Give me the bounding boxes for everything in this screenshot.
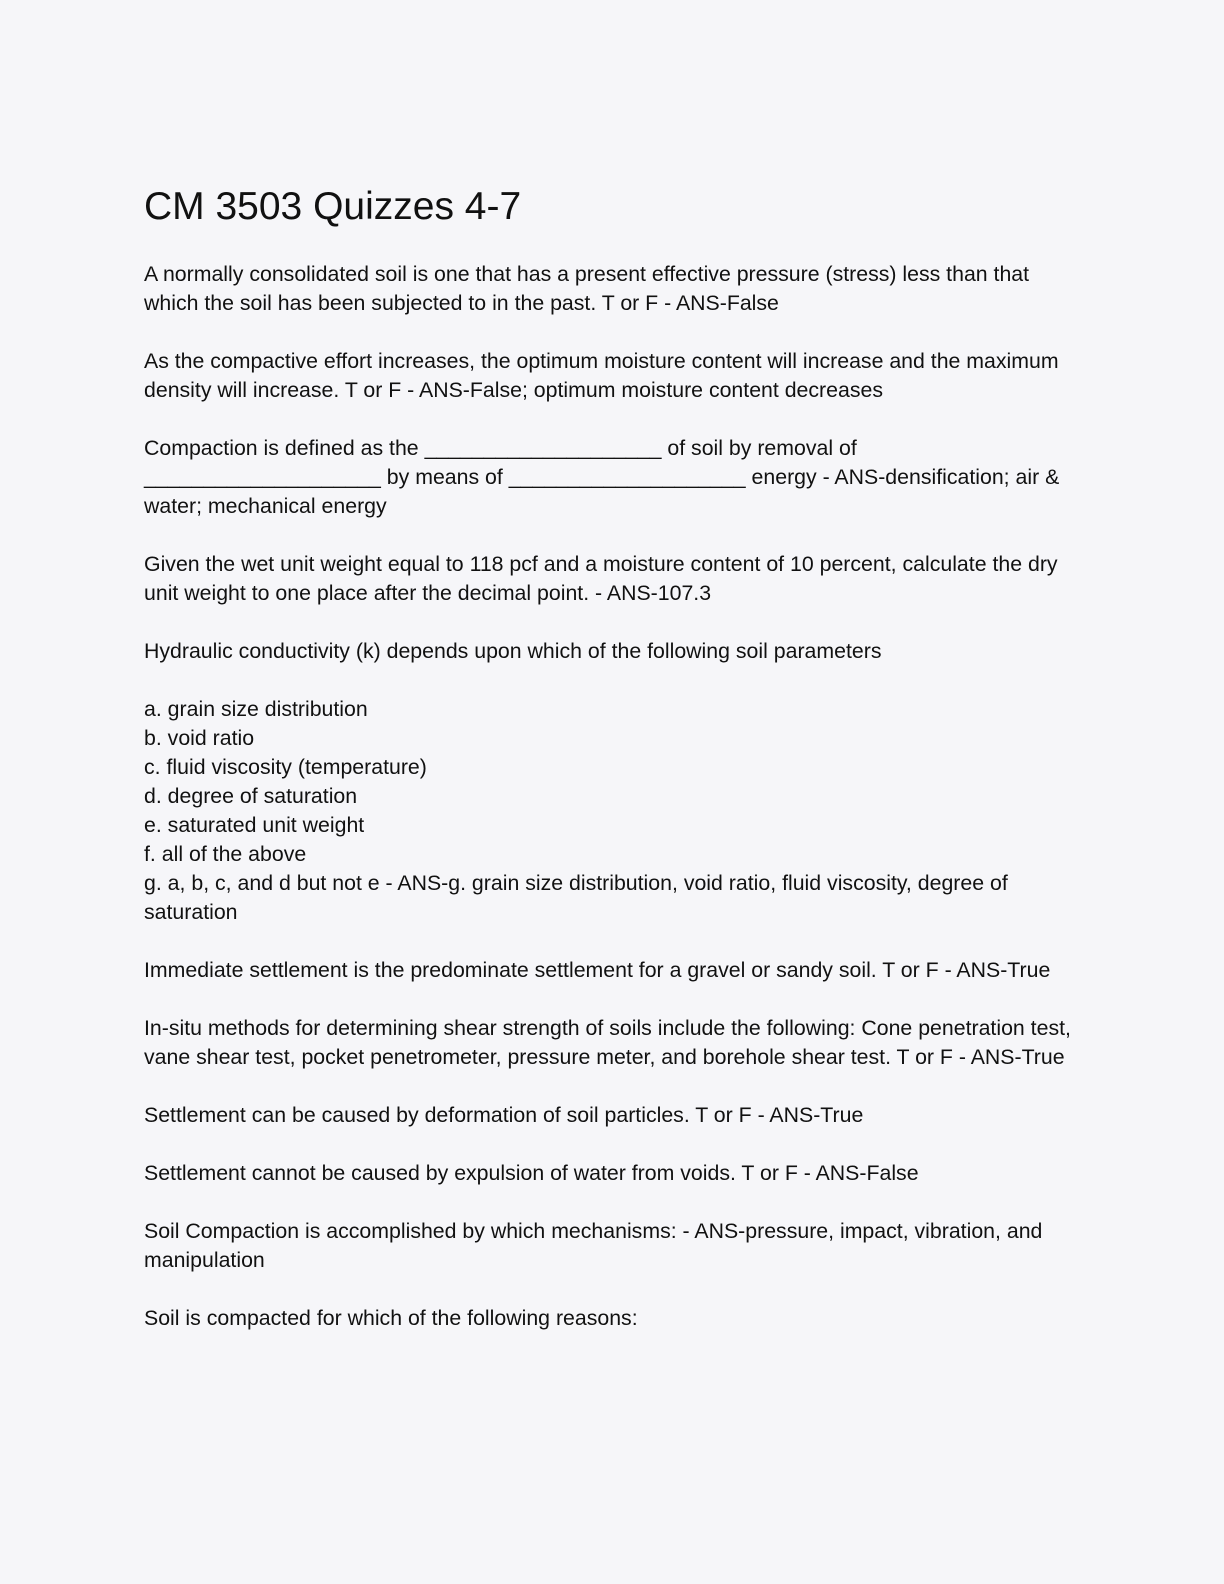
question-paragraph: Soil is compacted for which of the following reasons: [144,1306,638,1330]
question-paragraph: Given the wet unit weight equal to 118 pcf and a moisture content of 10 percent, calculate the dry unit weight to one place after the decimal point. - ANS-107.3 [144,552,1064,605]
document-body [144,260,1077,1333]
question-paragraph: Hydraulic conductivity (k) depends upon which of the following soil parameters [144,639,882,663]
option-item: e. saturated unit weight [144,813,365,837]
document-title: CM 3503 Quizzes 4-7 [144,185,522,228]
document-page [144,184,1077,1362]
option-item: b. void ratio [144,726,255,750]
question-paragraph: Soil Compaction is accomplished by which mechanisms: - ANS-pressure, impact, vibration, and manipulation [144,1219,1049,1272]
option-item: d. degree of saturation [144,784,358,808]
question-paragraph: Compaction is defined as the ____________________ of soil by removal of ____________________ by means of ____________________ energy - ANS-densification; air & water; mechanical energy [144,436,1066,518]
option-list [144,695,1074,927]
question-paragraph: A normally consolidated soil is one that has a present effective pressure (stress) less than that which the soil has been subjected to in the past. T or F - ANS-False [144,262,1035,315]
option-item: c. fluid viscosity (temperature) [144,755,427,779]
question-paragraph: In-situ methods for determining shear strength of soils include the following: Cone penetration test, vane shear test, pocket penetrometer, pressure meter, and borehole shear test. T or F - ANS-True [144,1016,1077,1069]
question-paragraph: Settlement can be caused by deformation of soil particles. T or F - ANS-True [144,1103,864,1127]
question-paragraph: Immediate settlement is the predominate settlement for a gravel or sandy soil. T or F - ANS-True [144,958,1051,982]
question-paragraph: Settlement cannot be caused by expulsion of water from voids. T or F - ANS-False [144,1161,919,1185]
option-item: a. grain size distribution [144,697,368,721]
option-item: g. a, b, c, and d but not e - ANS-g. grain size distribution, void ratio, fluid viscosity, degree of saturation [144,871,1014,924]
question-paragraph: As the compactive effort increases, the optimum moisture content will increase and the maximum density will increase. T or F - ANS-False; optimum moisture content decreases [144,349,1065,402]
option-item: f. all of the above [144,842,307,866]
